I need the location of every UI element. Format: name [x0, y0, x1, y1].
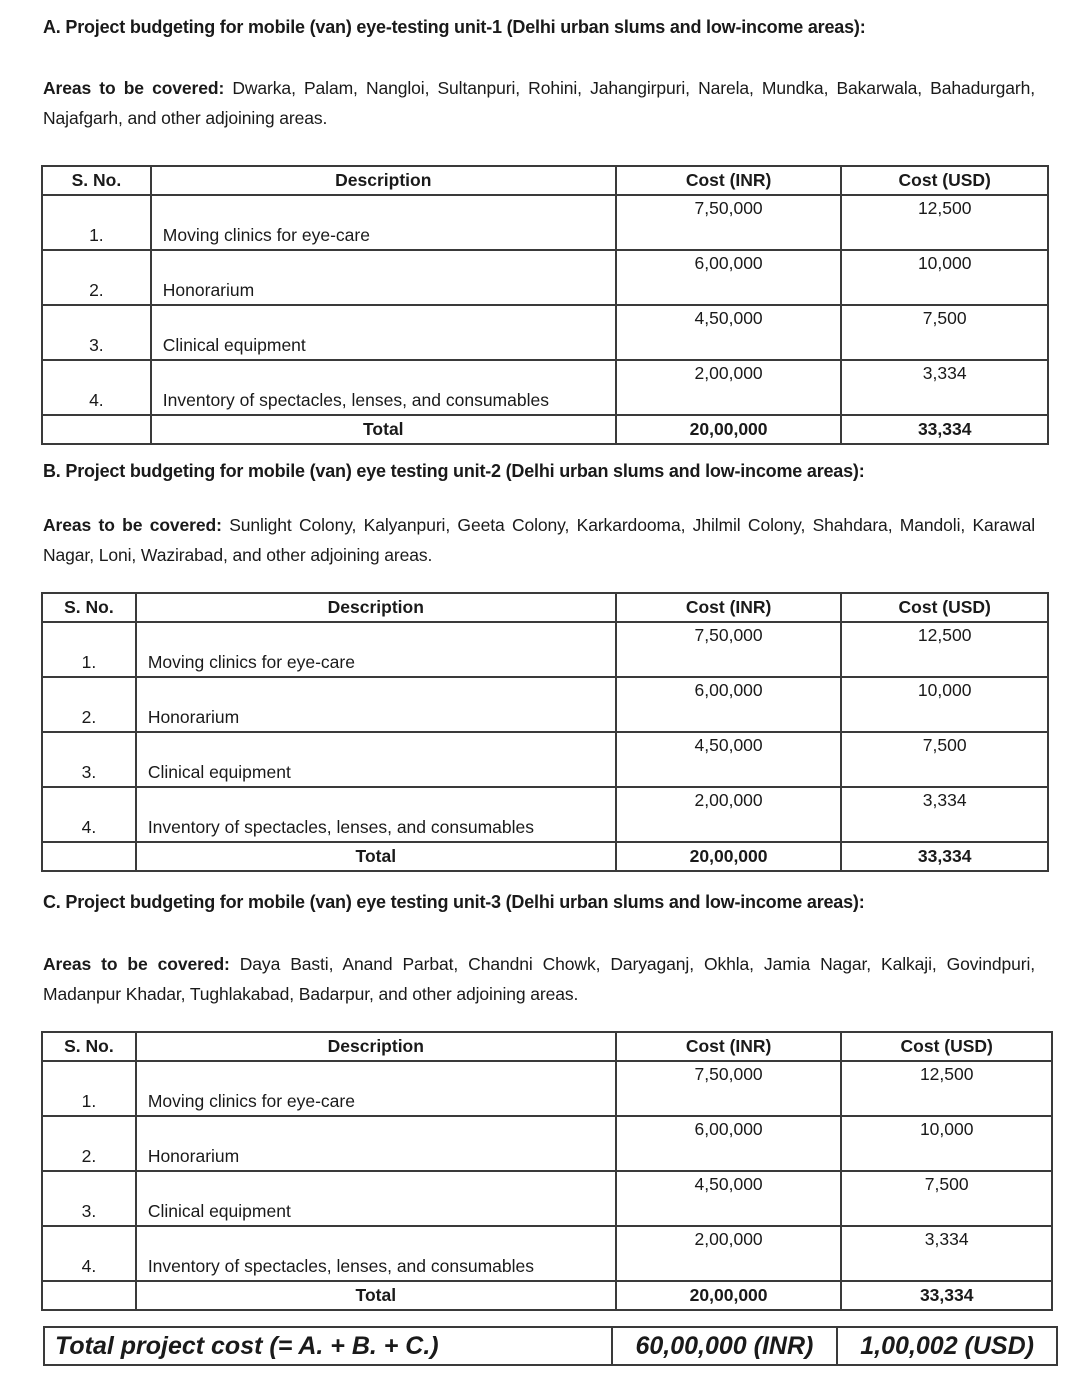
areas-label: Areas to be covered: [43, 954, 230, 974]
cell-description: Clinical equipment [136, 732, 616, 787]
cell-cost-inr: 7,50,000 [616, 622, 842, 677]
cell-cost-usd: 12,500 [841, 622, 1048, 677]
cell-description: Moving clinics for eye-care [136, 1061, 616, 1116]
header-cost-inr: Cost (INR) [616, 1032, 842, 1061]
table-row [42, 250, 1048, 305]
budget-table-c [41, 1031, 1053, 1311]
cell-empty [42, 415, 151, 444]
cell-description: Honorarium [136, 677, 616, 732]
header-description: Description [151, 166, 616, 195]
cell-cost-inr: 4,50,000 [616, 305, 842, 360]
cell-sno: 4. [42, 1226, 136, 1281]
grand-total-inr: 60,00,000 (INR) [612, 1327, 838, 1365]
header-description: Description [136, 593, 616, 622]
header-cost-usd: Cost (USD) [841, 593, 1048, 622]
areas-list: Sunlight Colony, Kalyanpuri, Geeta Colony, Karkardooma, Jhilmil Colony, Shahdara, Mandoli, Karawal Nagar, Loni, Wazirabad, and other adjoining areas. [43, 515, 1035, 565]
table-row [42, 360, 1048, 415]
cell-cost-inr: 2,00,000 [616, 787, 842, 842]
section-b-heading: B. Project budgeting for mobile (van) eye testing unit-2 (Delhi urban slums and low-income areas): [43, 461, 865, 481]
table-header-row [42, 593, 1048, 622]
cell-sno: 1. [42, 622, 136, 677]
total-label: Total [151, 415, 616, 444]
cell-cost-inr: 6,00,000 [616, 677, 842, 732]
cell-cost-inr: 2,00,000 [616, 1226, 842, 1281]
cell-description: Clinical equipment [136, 1171, 616, 1226]
cell-cost-usd: 3,334 [841, 1226, 1052, 1281]
table-row [42, 622, 1048, 677]
cell-description: Clinical equipment [151, 305, 616, 360]
cell-cost-usd: 12,500 [841, 195, 1048, 250]
cell-sno: 2. [42, 677, 136, 732]
header-sno: S. No. [42, 1032, 136, 1061]
cell-empty [42, 842, 136, 871]
grand-total-row [44, 1327, 1057, 1365]
budget-table-a [41, 165, 1049, 445]
cell-sno: 1. [42, 1061, 136, 1116]
cell-cost-usd: 10,000 [841, 1116, 1052, 1171]
header-cost-inr: Cost (INR) [616, 166, 842, 195]
cell-description: Inventory of spectacles, lenses, and consumables [136, 1226, 616, 1281]
cell-cost-usd: 7,500 [841, 305, 1048, 360]
header-sno: S. No. [42, 593, 136, 622]
cell-sno: 1. [42, 195, 151, 250]
cell-sno: 3. [42, 732, 136, 787]
section-b-areas [43, 510, 1035, 570]
header-cost-usd: Cost (USD) [841, 166, 1048, 195]
total-cost-usd: 33,334 [841, 842, 1048, 871]
areas-list: Daya Basti, Anand Parbat, Chandni Chowk, Daryaganj, Okhla, Jamia Nagar, Kalkaji, Govindpuri, Madanpur Khadar, Tughlakabad, Badarpur, and other adjoining areas. [43, 954, 1036, 1004]
section-c-heading: C. Project budgeting for mobile (van) eye testing unit-3 (Delhi urban slums and low-income areas): [43, 892, 865, 912]
cell-sno: 3. [42, 305, 151, 360]
table-row [42, 305, 1048, 360]
cell-cost-usd: 3,334 [841, 787, 1048, 842]
total-cost-inr: 20,00,000 [616, 415, 842, 444]
header-cost-inr: Cost (INR) [616, 593, 842, 622]
section-a-heading: A. Project budgeting for mobile (van) eye-testing unit-1 (Delhi urban slums and low-income areas): [43, 17, 866, 37]
cell-cost-usd: 3,334 [841, 360, 1048, 415]
total-label: Total [136, 1281, 616, 1310]
total-label: Total [136, 842, 616, 871]
table-row [42, 1061, 1052, 1116]
cell-description: Inventory of spectacles, lenses, and consumables [136, 787, 616, 842]
areas-label: Areas to be covered: [43, 78, 225, 98]
table-total-row [42, 842, 1048, 871]
table-total-row [42, 415, 1048, 444]
cell-cost-usd: 7,500 [841, 732, 1048, 787]
cell-empty [42, 1281, 136, 1310]
table-row [42, 1171, 1052, 1226]
header-cost-usd: Cost (USD) [841, 1032, 1052, 1061]
cell-sno: 4. [42, 787, 136, 842]
header-description: Description [136, 1032, 616, 1061]
total-cost-inr: 20,00,000 [616, 842, 842, 871]
budget-table-b [41, 592, 1049, 872]
table-row [42, 195, 1048, 250]
cell-sno: 4. [42, 360, 151, 415]
table-header-row [42, 1032, 1052, 1061]
areas-list: Dwarka, Palam, Nangloi, Sultanpuri, Rohini, Jahangirpuri, Narela, Mundka, Bakarwala, Bahadurgarh, Najafgarh, and other adjoining areas. [43, 78, 1035, 128]
section-c-areas [43, 949, 1035, 1009]
cell-sno: 2. [42, 250, 151, 305]
section-a-areas [43, 73, 1035, 133]
cell-cost-inr: 4,50,000 [616, 1171, 842, 1226]
cell-cost-inr: 6,00,000 [616, 250, 842, 305]
areas-label: Areas to be covered: [43, 515, 222, 535]
header-sno: S. No. [42, 166, 151, 195]
cell-cost-usd: 10,000 [841, 677, 1048, 732]
cell-description: Honorarium [151, 250, 616, 305]
cell-description: Moving clinics for eye-care [136, 622, 616, 677]
table-row [42, 787, 1048, 842]
cell-description: Inventory of spectacles, lenses, and consumables [151, 360, 616, 415]
total-cost-usd: 33,334 [841, 415, 1048, 444]
grand-total-usd: 1,00,002 (USD) [837, 1327, 1057, 1365]
table-row [42, 677, 1048, 732]
cell-cost-inr: 7,50,000 [616, 1061, 842, 1116]
total-cost-usd: 33,334 [841, 1281, 1052, 1310]
grand-total-label: Total project cost (= A. + B. + C.) [44, 1327, 612, 1365]
cell-cost-usd: 10,000 [841, 250, 1048, 305]
cell-cost-inr: 2,00,000 [616, 360, 842, 415]
table-total-row [42, 1281, 1052, 1310]
cell-cost-inr: 4,50,000 [616, 732, 842, 787]
table-header-row [42, 166, 1048, 195]
cell-sno: 2. [42, 1116, 136, 1171]
cell-cost-usd: 7,500 [841, 1171, 1052, 1226]
cell-cost-usd: 12,500 [841, 1061, 1052, 1116]
cell-description: Moving clinics for eye-care [151, 195, 616, 250]
cell-sno: 3. [42, 1171, 136, 1226]
total-cost-inr: 20,00,000 [616, 1281, 842, 1310]
cell-cost-inr: 6,00,000 [616, 1116, 842, 1171]
table-row [42, 732, 1048, 787]
table-row [42, 1226, 1052, 1281]
grand-total-table [43, 1326, 1058, 1366]
table-row [42, 1116, 1052, 1171]
cell-description: Honorarium [136, 1116, 616, 1171]
cell-cost-inr: 7,50,000 [616, 195, 842, 250]
